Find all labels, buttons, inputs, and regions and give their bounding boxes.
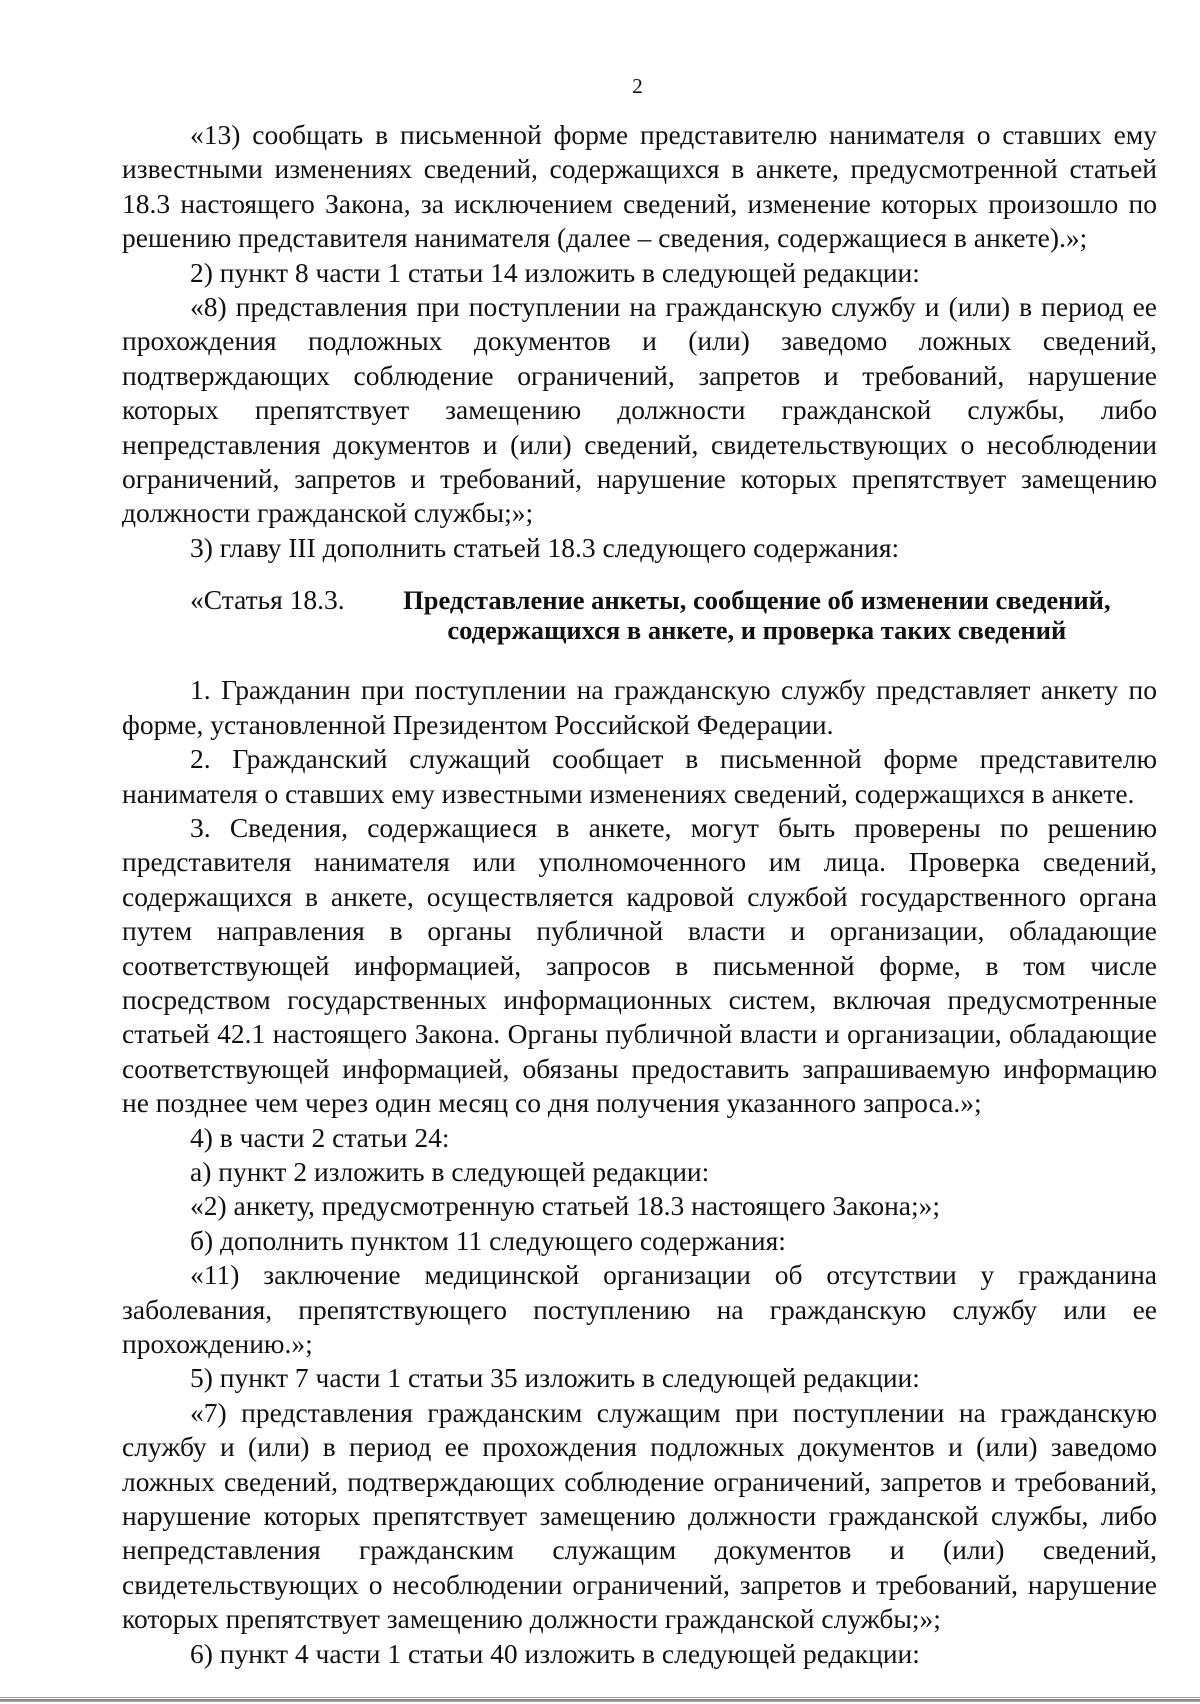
paragraph: 4) в части 2 статьи 24: xyxy=(190,1121,450,1153)
paragraph: 5) пункт 7 части 1 статьи 35 изложить в следующей редакции: xyxy=(190,1362,920,1394)
paragraph: «13) сообщать в письменной форме представителю нанимателя о ставших ему известными изменениях сведений, содержащихся в анкете, предусмотренной статьей 18.3 настоящего Закона, за исключением сведений, изменение которых произошло по решению представителя нанимателя (далее – сведения, содержащиеся в анкете).»; xyxy=(122,119,1157,254)
paragraph: «11) заключение медицинской организации об отсутствии у гражданина заболевания, препятствующего поступлению на гражданскую службу или ее прохождению.»; xyxy=(122,1259,1157,1359)
paragraph: «8) представления при поступлении на гражданскую службу и (или) в период ее прохождения подложных документов и (или) заведомо ложных сведений, подтверждающих соблюдение ограничений, запретов и требований, нарушение которых препятствует замещению должности гражданской службы, либо непредставления документов и (или) сведений, свидетельствующих о несоблюдении ограничений, запретов и требований, нарушение которых препятствует замещению должности гражданской службы;»; xyxy=(122,291,1157,529)
scan-edge-line xyxy=(0,1697,1200,1698)
paragraph: 2. Гражданский служащий сообщает в письменной форме представителю нанимателя о ставших ему известными изменениях сведений, содержащихся в анкете. xyxy=(122,743,1157,809)
paragraph: а) пункт 2 изложить в следующей редакции: xyxy=(190,1155,710,1187)
paragraph: 6) пункт 4 части 1 статьи 40 изложить в следующей редакции: xyxy=(190,1637,920,1669)
paragraph: 2) пункт 8 части 1 статьи 14 изложить в следующей редакции: xyxy=(190,256,920,288)
article-heading xyxy=(122,583,1157,645)
article-title: Представление анкеты, сообщение об изменении сведений, содержащихся в анкете, и проверка таких сведений xyxy=(403,585,1111,646)
paragraph: «2) анкету, предусмотренную статьей 18.3 настоящего Закона;»; xyxy=(190,1190,941,1222)
paragraph: 1. Гражданин при поступлении на гражданскую службу представляет анкету по форме, установленной Президентом Российской Федерации. xyxy=(122,674,1157,740)
scan-edge-shadow xyxy=(0,1699,1200,1702)
paragraph: 3) главу III дополнить статьей 18.3 следующего содержания: xyxy=(190,531,900,563)
article-label: «Статья 18.3. xyxy=(190,584,345,616)
paragraph: б) дополнить пунктом 11 следующего содержания: xyxy=(190,1224,786,1256)
paragraph: 3. Сведения, содержащиеся в анкете, могут быть проверены по решению представителя нанимателя или уполномоченного им лица. Проверка сведений, содержащихся в анкете, осуществляется кадровой службой государственного органа путем направления в органы публичной власти и организации, обладающие соответствующей информацией, запросов в письменной форме, в том числе посредством государственных информационных систем, включая предусмотренные статьей 42.1 настоящего Закона. Органы публичной власти и организации, обладающие соответствующей информацией, обязаны предоставить запрашиваемую информацию не позднее чем через один месяц со дня получения указанного запроса.»; xyxy=(122,811,1157,1119)
paragraph: «7) представления гражданским служащим при поступлении на гражданскую службу и (или) в период ее прохождения подложных документов и (или) заведомо ложных сведений, подтверждающих соблюдение ограничений, запретов и требований, нарушение которых препятствует замещению должности гражданской службы, либо непредставления гражданским служащим документов и (или) сведений, свидетельствующих о несоблюдении ограничений, запретов и требований, нарушение которых препятствует замещению должности гражданской службы;»; xyxy=(122,1396,1157,1635)
document-body xyxy=(122,118,1157,1671)
page-number: 2 xyxy=(632,74,643,98)
